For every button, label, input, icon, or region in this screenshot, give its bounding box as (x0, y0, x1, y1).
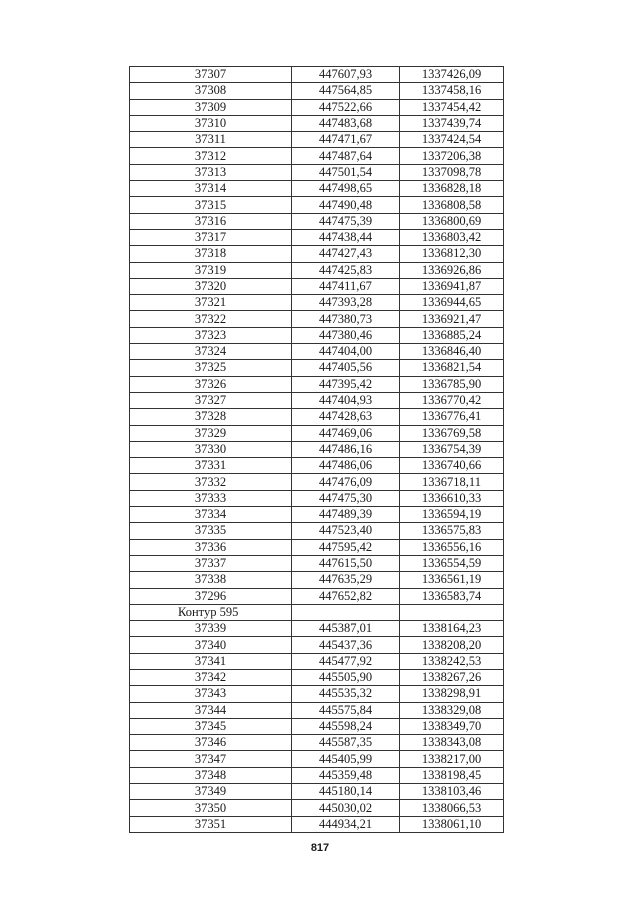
page-number: 817 (310, 842, 330, 854)
y-coordinate-cell: 1337458,16 (400, 83, 504, 99)
x-coordinate-cell: 445535,32 (292, 686, 400, 702)
table-row (130, 164, 504, 180)
y-coordinate-cell: 1336754,39 (400, 441, 504, 457)
table-row (130, 229, 504, 245)
x-coordinate-cell: 447486,16 (292, 441, 400, 457)
point-number-cell: 37309 (130, 99, 292, 115)
point-number-cell: 37312 (130, 148, 292, 164)
table-row (130, 425, 504, 441)
point-number-cell: 37332 (130, 474, 292, 490)
section-header-row (130, 604, 504, 620)
point-number-cell: 37324 (130, 344, 292, 360)
y-coordinate-cell: 1336921,47 (400, 311, 504, 327)
table-row (130, 572, 504, 588)
point-number-cell: 37325 (130, 360, 292, 376)
y-coordinate-cell: 1338208,20 (400, 637, 504, 653)
y-coordinate-cell: 1338242,53 (400, 653, 504, 669)
x-coordinate-cell: 445575,84 (292, 702, 400, 718)
point-number-cell: 37346 (130, 735, 292, 751)
x-coordinate-cell: 447393,28 (292, 295, 400, 311)
point-number-cell: 37333 (130, 490, 292, 506)
point-number-cell: 37322 (130, 311, 292, 327)
x-coordinate-cell: 447380,73 (292, 311, 400, 327)
x-coordinate-cell: 445505,90 (292, 669, 400, 685)
x-coordinate-cell: 447595,42 (292, 539, 400, 555)
y-coordinate-cell: 1336610,33 (400, 490, 504, 506)
y-coordinate-cell: 1338164,23 (400, 621, 504, 637)
table-row (130, 99, 504, 115)
x-coordinate-cell: 447475,39 (292, 213, 400, 229)
y-coordinate-cell: 1337206,38 (400, 148, 504, 164)
x-coordinate-cell: 447501,54 (292, 164, 400, 180)
table-row (130, 735, 504, 751)
table-row (130, 115, 504, 131)
x-coordinate-cell: 447486,06 (292, 458, 400, 474)
y-coordinate-cell: 1336718,11 (400, 474, 504, 490)
table-row (130, 67, 504, 83)
x-coordinate-cell: 447475,30 (292, 490, 400, 506)
table-row (130, 278, 504, 294)
y-coordinate-cell: 1338349,70 (400, 718, 504, 734)
point-number-cell: 37317 (130, 229, 292, 245)
y-coordinate-cell: 1336808,58 (400, 197, 504, 213)
y-coordinate-cell: 1338267,26 (400, 669, 504, 685)
x-coordinate-cell: 447411,67 (292, 278, 400, 294)
table-row (130, 441, 504, 457)
y-coordinate-cell: 1336556,16 (400, 539, 504, 555)
y-coordinate-cell: 1336828,18 (400, 181, 504, 197)
point-number-cell: 37313 (130, 164, 292, 180)
x-coordinate-cell: 447427,43 (292, 246, 400, 262)
table-row (130, 507, 504, 523)
y-coordinate-cell: 1338217,00 (400, 751, 504, 767)
point-number-cell: 37343 (130, 686, 292, 702)
table-row (130, 555, 504, 571)
point-number-cell: 37338 (130, 572, 292, 588)
x-coordinate-cell: 445477,92 (292, 653, 400, 669)
table-row (130, 376, 504, 392)
x-coordinate-cell: 447522,66 (292, 99, 400, 115)
y-coordinate-cell: 1338343,08 (400, 735, 504, 751)
point-number-cell: 37342 (130, 669, 292, 685)
y-coordinate-cell: 1337098,78 (400, 164, 504, 180)
table-row (130, 588, 504, 604)
x-coordinate-cell: 447483,68 (292, 115, 400, 131)
x-coordinate-cell: 445180,14 (292, 784, 400, 800)
table-row (130, 181, 504, 197)
point-number-cell: 37344 (130, 702, 292, 718)
point-number-cell: 37331 (130, 458, 292, 474)
y-coordinate-cell: 1336944,65 (400, 295, 504, 311)
y-coordinate-cell: 1336776,41 (400, 409, 504, 425)
table-row (130, 637, 504, 653)
y-coordinate-cell: 1336575,83 (400, 523, 504, 539)
x-coordinate-cell: 447607,93 (292, 67, 400, 83)
table-row (130, 816, 504, 832)
x-coordinate-cell: 447428,63 (292, 409, 400, 425)
point-number-cell: 37314 (130, 181, 292, 197)
section-label: Контур 595 (130, 604, 292, 620)
y-coordinate-cell: 1336885,24 (400, 327, 504, 343)
y-coordinate-cell: 1336583,74 (400, 588, 504, 604)
table-row (130, 718, 504, 734)
table-row (130, 784, 504, 800)
x-coordinate-cell: 445598,24 (292, 718, 400, 734)
point-number-cell: 37345 (130, 718, 292, 734)
y-coordinate-cell: 1336846,40 (400, 344, 504, 360)
point-number-cell: 37348 (130, 767, 292, 783)
x-coordinate-cell: 445359,48 (292, 767, 400, 783)
table-row (130, 132, 504, 148)
y-coordinate-cell: 1336594,19 (400, 507, 504, 523)
x-coordinate-cell: 447523,40 (292, 523, 400, 539)
table-row (130, 800, 504, 816)
point-number-cell: 37330 (130, 441, 292, 457)
point-number-cell: 37320 (130, 278, 292, 294)
table-row (130, 311, 504, 327)
y-coordinate-cell: 1338103,46 (400, 784, 504, 800)
table-row (130, 539, 504, 555)
section-empty-y-cell (400, 604, 504, 620)
y-coordinate-cell: 1336812,30 (400, 246, 504, 262)
point-number-cell: 37347 (130, 751, 292, 767)
point-number-cell: 37319 (130, 262, 292, 278)
y-coordinate-cell: 1336770,42 (400, 392, 504, 408)
table-row (130, 653, 504, 669)
x-coordinate-cell: 447498,65 (292, 181, 400, 197)
table-row (130, 767, 504, 783)
x-coordinate-cell: 445387,01 (292, 621, 400, 637)
point-number-cell: 37335 (130, 523, 292, 539)
y-coordinate-cell: 1336740,66 (400, 458, 504, 474)
x-coordinate-cell: 447425,83 (292, 262, 400, 278)
table-row (130, 621, 504, 637)
point-number-cell: 37327 (130, 392, 292, 408)
table-row (130, 262, 504, 278)
table-row (130, 213, 504, 229)
table-row (130, 458, 504, 474)
x-coordinate-cell: 447652,82 (292, 588, 400, 604)
y-coordinate-cell: 1336941,87 (400, 278, 504, 294)
x-coordinate-cell: 447476,09 (292, 474, 400, 490)
point-number-cell: 37350 (130, 800, 292, 816)
table-row (130, 669, 504, 685)
point-number-cell: 37336 (130, 539, 292, 555)
point-number-cell: 37307 (130, 67, 292, 83)
point-number-cell: 37310 (130, 115, 292, 131)
table-row (130, 197, 504, 213)
x-coordinate-cell: 447380,46 (292, 327, 400, 343)
y-coordinate-cell: 1336769,58 (400, 425, 504, 441)
x-coordinate-cell: 447487,64 (292, 148, 400, 164)
point-number-cell: 37341 (130, 653, 292, 669)
point-number-cell: 37315 (130, 197, 292, 213)
point-number-cell: 37318 (130, 246, 292, 262)
x-coordinate-cell: 447438,44 (292, 229, 400, 245)
coordinates-table-body (130, 67, 504, 833)
point-number-cell: 37308 (130, 83, 292, 99)
table-row (130, 360, 504, 376)
point-number-cell: 37337 (130, 555, 292, 571)
y-coordinate-cell: 1337439,74 (400, 115, 504, 131)
table-row (130, 474, 504, 490)
y-coordinate-cell: 1338066,53 (400, 800, 504, 816)
x-coordinate-cell: 444934,21 (292, 816, 400, 832)
y-coordinate-cell: 1337424,54 (400, 132, 504, 148)
point-number-cell: 37323 (130, 327, 292, 343)
y-coordinate-cell: 1338061,10 (400, 816, 504, 832)
point-number-cell: 37311 (130, 132, 292, 148)
table-row (130, 392, 504, 408)
y-coordinate-cell: 1338298,91 (400, 686, 504, 702)
point-number-cell: 37321 (130, 295, 292, 311)
section-empty-x-cell (292, 604, 400, 620)
y-coordinate-cell: 1336561,19 (400, 572, 504, 588)
point-number-cell: 37326 (130, 376, 292, 392)
x-coordinate-cell: 445437,36 (292, 637, 400, 653)
x-coordinate-cell: 447564,85 (292, 83, 400, 99)
table-row (130, 295, 504, 311)
point-number-cell: 37339 (130, 621, 292, 637)
x-coordinate-cell: 447635,29 (292, 572, 400, 588)
y-coordinate-cell: 1338198,45 (400, 767, 504, 783)
x-coordinate-cell: 447489,39 (292, 507, 400, 523)
x-coordinate-cell: 447404,93 (292, 392, 400, 408)
table-row (130, 83, 504, 99)
table-row (130, 409, 504, 425)
table-row (130, 148, 504, 164)
y-coordinate-cell: 1336803,42 (400, 229, 504, 245)
y-coordinate-cell: 1338329,08 (400, 702, 504, 718)
point-number-cell: 37296 (130, 588, 292, 604)
y-coordinate-cell: 1336821,54 (400, 360, 504, 376)
point-number-cell: 37334 (130, 507, 292, 523)
table-row (130, 523, 504, 539)
coordinates-table (129, 66, 504, 833)
x-coordinate-cell: 447405,56 (292, 360, 400, 376)
x-coordinate-cell: 447395,42 (292, 376, 400, 392)
table-row (130, 327, 504, 343)
point-number-cell: 37351 (130, 816, 292, 832)
y-coordinate-cell: 1336554,59 (400, 555, 504, 571)
point-number-cell: 37329 (130, 425, 292, 441)
point-number-cell: 37328 (130, 409, 292, 425)
table-row (130, 246, 504, 262)
y-coordinate-cell: 1337454,42 (400, 99, 504, 115)
table-row (130, 686, 504, 702)
table-row (130, 751, 504, 767)
x-coordinate-cell: 447615,50 (292, 555, 400, 571)
x-coordinate-cell: 445030,02 (292, 800, 400, 816)
x-coordinate-cell: 445587,35 (292, 735, 400, 751)
y-coordinate-cell: 1336785,90 (400, 376, 504, 392)
y-coordinate-cell: 1336800,69 (400, 213, 504, 229)
table-row (130, 702, 504, 718)
x-coordinate-cell: 445405,99 (292, 751, 400, 767)
x-coordinate-cell: 447490,48 (292, 197, 400, 213)
table-row (130, 490, 504, 506)
point-number-cell: 37316 (130, 213, 292, 229)
x-coordinate-cell: 447404,00 (292, 344, 400, 360)
point-number-cell: 37340 (130, 637, 292, 653)
point-number-cell: 37349 (130, 784, 292, 800)
table-row (130, 344, 504, 360)
x-coordinate-cell: 447469,06 (292, 425, 400, 441)
x-coordinate-cell: 447471,67 (292, 132, 400, 148)
y-coordinate-cell: 1337426,09 (400, 67, 504, 83)
y-coordinate-cell: 1336926,86 (400, 262, 504, 278)
